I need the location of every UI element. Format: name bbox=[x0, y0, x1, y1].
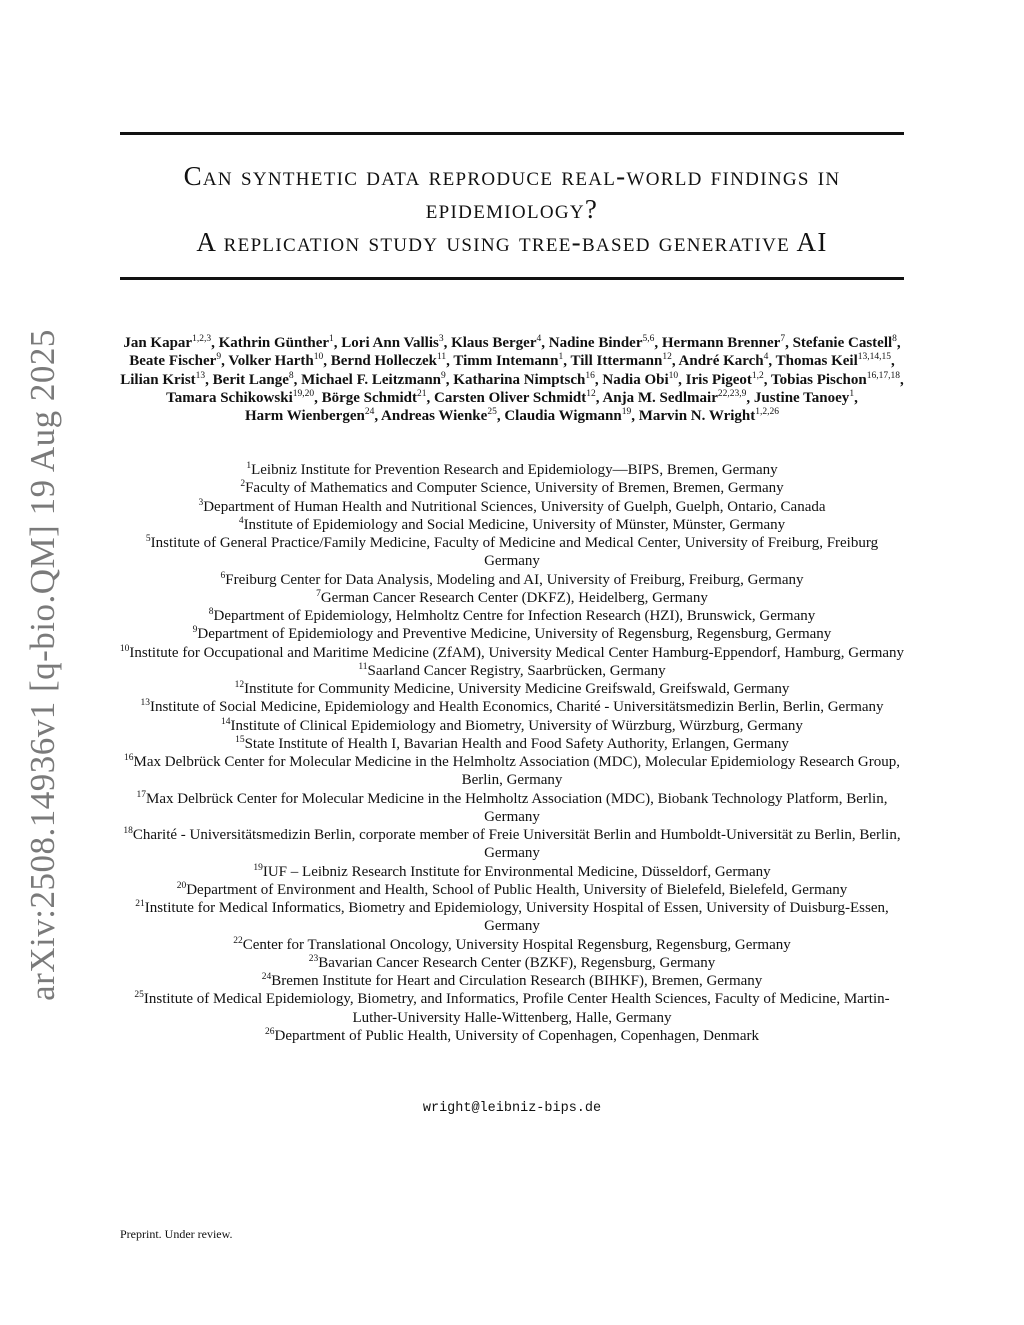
author-name: Andreas Wienke bbox=[381, 408, 488, 425]
author bbox=[686, 372, 764, 388]
author bbox=[213, 372, 294, 388]
affiliation-text: State Institute of Health I, Bavarian Health and Food Safety Authority, Erlangen, Germany bbox=[244, 735, 789, 752]
author-name: Iris Pigeot bbox=[685, 371, 752, 388]
title-top-rule bbox=[120, 132, 904, 135]
affiliation bbox=[118, 589, 906, 607]
author-affiliation-marker: 22,23,9 bbox=[717, 388, 747, 399]
author bbox=[776, 353, 891, 369]
affiliation-number: 1 bbox=[246, 461, 252, 471]
author-name: Timm Intemann bbox=[453, 353, 559, 370]
author bbox=[504, 408, 631, 424]
contact-email[interactable]: wright@leibniz-bips.de bbox=[422, 1101, 602, 1116]
affiliation bbox=[118, 680, 906, 698]
author-name: Till Ittermann bbox=[570, 353, 663, 370]
affiliation bbox=[118, 644, 906, 662]
author bbox=[129, 353, 221, 369]
affiliation-number: 18 bbox=[123, 826, 133, 836]
author bbox=[602, 390, 746, 406]
affiliation-text: IUF – Leibniz Research Institute for Environmental Medicine, Düsseldorf, Germany bbox=[262, 863, 771, 880]
author bbox=[219, 335, 334, 351]
author bbox=[639, 408, 779, 424]
affiliation-text: Institute of Clinical Epidemiology and Biometry, University of Würzburg, Würzburg, Germany bbox=[230, 717, 803, 734]
affiliation-number: 23 bbox=[308, 953, 319, 964]
author bbox=[679, 353, 769, 369]
affiliation bbox=[118, 717, 906, 735]
affiliation-number: 22 bbox=[233, 935, 243, 946]
affiliation bbox=[118, 479, 906, 497]
author bbox=[381, 408, 497, 424]
author-affiliation-marker: 13,14,15 bbox=[857, 352, 891, 363]
author-name: Lilian Krist bbox=[120, 371, 196, 388]
author bbox=[453, 353, 563, 369]
author bbox=[453, 372, 595, 388]
title-line: A replication study using tree-based generative AI bbox=[196, 227, 828, 257]
affiliation-number: 15 bbox=[235, 734, 245, 745]
author-name: Tamara Schikowski bbox=[166, 389, 293, 406]
author-name: Thomas Keil bbox=[775, 353, 858, 370]
affiliation-text: Faculty of Mathematics and Computer Science, University of Bremen, Bremen, Germany bbox=[245, 480, 784, 497]
affiliation-number: 12 bbox=[234, 680, 245, 690]
affiliation-text: Charité - Universitätsmedizin Berlin, corporate member of Freie Universität Berlin and Humboldt-Universität zu Berlin, Berlin, Germany bbox=[132, 827, 901, 862]
affiliation bbox=[118, 516, 906, 534]
author-affiliation-marker: 4 bbox=[763, 352, 769, 363]
affiliation bbox=[118, 461, 906, 479]
affiliation bbox=[118, 498, 906, 516]
affiliation-text: Department of Epidemiology, Helmholtz Centre for Infection Research (HZI), Brunswick, Germany bbox=[213, 608, 816, 624]
author bbox=[771, 372, 900, 388]
affiliation-number: 17 bbox=[136, 789, 147, 800]
author bbox=[331, 353, 446, 369]
author-affiliation-marker: 12 bbox=[662, 352, 672, 363]
affiliation-number: 16 bbox=[124, 753, 134, 763]
affiliation-number: 7 bbox=[316, 588, 321, 599]
affiliation bbox=[118, 826, 906, 863]
affiliation-number: 13 bbox=[140, 698, 150, 709]
author-affiliation-marker: 25 bbox=[487, 407, 497, 418]
affiliation-text: Freiburg Center for Data Analysis, Modeling and AI, University of Freiburg, Freiburg, Germany bbox=[225, 571, 804, 588]
author-affiliation-marker: 8 bbox=[288, 370, 294, 381]
affiliation-number: 11 bbox=[358, 661, 368, 672]
author bbox=[602, 372, 678, 388]
affiliation-number: 8 bbox=[208, 607, 214, 617]
affiliation bbox=[118, 972, 906, 990]
author-affiliation-marker: 10 bbox=[313, 352, 324, 363]
affiliation-text: Institute for Medical Informatics, Biometry and Epidemiology, University Hospital of Essen, University of Duisburg-Essen, Germany bbox=[144, 900, 889, 935]
affiliation-text: Institute of Epidemiology and Social Medicine, University of Münster, Münster, Germany bbox=[243, 516, 786, 533]
author-affiliation-marker: 21 bbox=[417, 388, 427, 399]
affiliation bbox=[118, 1027, 906, 1045]
author bbox=[549, 335, 655, 351]
author-affiliation-marker: 13 bbox=[195, 370, 206, 381]
author-affiliation-marker: 7 bbox=[780, 334, 786, 344]
author-affiliation-marker: 1 bbox=[329, 334, 334, 344]
affiliation bbox=[118, 534, 906, 571]
paper-title bbox=[120, 160, 904, 259]
author-affiliation-marker: 19 bbox=[621, 407, 632, 418]
author-name: Marvin N. Wright bbox=[638, 408, 756, 425]
author-name: Carsten Oliver Schmidt bbox=[434, 389, 587, 406]
author bbox=[451, 335, 541, 351]
affiliation bbox=[118, 753, 906, 790]
affiliation-text: Max Delbrück Center for Molecular Medicine in the Helmholtz Association (MDC), Molecular Epidemiology Research Group, Berlin, Germany bbox=[133, 754, 900, 789]
author bbox=[754, 390, 854, 406]
affiliation-number: 24 bbox=[261, 972, 272, 982]
affiliation-number: 3 bbox=[198, 497, 204, 508]
affiliation-text: Bavarian Cancer Research Center (BZKF), Regensburg, Germany bbox=[318, 954, 716, 971]
author bbox=[120, 372, 205, 388]
author-affiliation-marker: 1,2,3 bbox=[192, 334, 212, 344]
affiliation-number: 4 bbox=[238, 515, 244, 526]
author-name: Berit Lange bbox=[212, 371, 289, 388]
author-name: André Karch bbox=[678, 353, 764, 370]
affiliation-text: Institute for Community Medicine, University Medicine Greifswald, Greifswald, Germany bbox=[244, 681, 790, 697]
author-name: Beate Fischer bbox=[129, 353, 217, 370]
author-name: Nadia Obi bbox=[602, 371, 669, 388]
author bbox=[662, 335, 785, 351]
author-affiliation-marker: 4 bbox=[536, 334, 542, 344]
author-affiliation-marker: 19,20 bbox=[292, 388, 315, 399]
author-affiliation-marker: 9 bbox=[441, 370, 446, 381]
author-affiliation-marker: 3 bbox=[438, 334, 444, 344]
author-name: Anja M. Sedlmair bbox=[602, 389, 718, 406]
affiliation-number: 25 bbox=[134, 990, 144, 1001]
affiliation-number: 14 bbox=[221, 716, 231, 727]
author-name: Börge Schmidt bbox=[321, 389, 418, 406]
author-affiliation-marker: 12 bbox=[586, 388, 596, 399]
arxiv-identifier: arXiv:2508.14936v1 [q-bio.QM] 19 Aug 2025 bbox=[23, 329, 63, 1001]
author bbox=[341, 335, 443, 351]
affiliation-text: Department of Public Health, University of Copenhagen, Copenhagen, Denmark bbox=[274, 1027, 759, 1044]
affiliation bbox=[118, 662, 906, 680]
author bbox=[301, 372, 446, 388]
author bbox=[166, 390, 314, 406]
affiliation-text: Department of Environment and Health, School of Public Health, University of Bielefeld, Bielefeld, Germany bbox=[186, 881, 848, 898]
affiliation-number: 5 bbox=[145, 534, 151, 544]
affiliation-number: 20 bbox=[176, 880, 187, 891]
author-name: Michael F. Leitzmann bbox=[301, 371, 442, 388]
author bbox=[228, 353, 323, 369]
affiliation bbox=[118, 698, 906, 716]
author-affiliation-marker: 1 bbox=[558, 352, 564, 363]
author-name: Jan Kapar bbox=[123, 335, 193, 351]
author-affiliation-marker: 11 bbox=[436, 352, 447, 363]
author-name: Kathrin Günther bbox=[218, 335, 330, 351]
affiliation-text: Center for Translational Oncology, University Hospital Regensburg, Regensburg, Germany bbox=[242, 936, 791, 953]
affiliation-text: Institute of General Practice/Family Medicine, Faculty of Medicine and Medical Center, University of Freiburg, Freiburg Germany bbox=[150, 535, 879, 570]
author-affiliation-marker: 8 bbox=[892, 334, 897, 344]
title-bottom-rule bbox=[120, 277, 904, 280]
affiliation-number: 19 bbox=[253, 862, 263, 873]
affiliation bbox=[118, 735, 906, 753]
affiliation-number: 9 bbox=[192, 625, 198, 636]
title-line: epidemiology? bbox=[425, 194, 599, 224]
title-line: Can synthetic data reproduce real-world findings in bbox=[183, 161, 841, 191]
author-name: Katharina Nimptsch bbox=[453, 371, 586, 388]
author-affiliation-marker: 24 bbox=[364, 407, 375, 418]
affiliation-text: German Cancer Research Center (DKFZ), Heidelberg, Germany bbox=[320, 589, 708, 606]
author-affiliation-marker: 1 bbox=[849, 388, 855, 399]
author-list: Jan Kapar$^{1,2,3}$, Kathrin Günther$^1$, Lori Ann Vallis$^3$, Klaus Berger$^4$, Nadine Binder$^{5,6}$, Hermann Brenner$^7$, Stefanie Castell$^8$, Beate Fischer$^9$, Volker Harth$^{10}$, Bernd Holleczek$^{11}$, Timm Intemann$^1$, Till Ittermann$^{12}$, André Karch$^4$, Thomas Keil$^{13,14,15}$, Lilian Krist$^{13}$, Berit Lange$^8$, Michael F. Leitzmann$^9$, Katharina Nimptsch$^{16}$, Nadia Obi$^{10}$, Iris Pigeot$^{1,2}$, Tobias Pischon$^{16,17,18}$, Tamara Schikowski$^{19,20}$, Börge Schmidt$^{21}$, Carsten Oliver Schmidt$^{12}$, Anja M. Sedlmair$^{22,23,9}$, Justine Tanoey$^1$, Harm Wienbergen$^{24}$, Andreas Wienke$^{25}$, Claudia Wigmann$^{19}$, Marvin N. Wright$^{1,2,26}$ bbox=[120, 334, 904, 425]
affiliation bbox=[118, 571, 906, 589]
affiliation-list bbox=[118, 461, 906, 1045]
affiliation-text: Saarland Cancer Registry, Saarbrücken, Germany bbox=[367, 662, 666, 679]
affiliation bbox=[118, 607, 906, 625]
author-affiliation-marker: 5,6 bbox=[642, 334, 655, 344]
author-name: Hermann Brenner bbox=[661, 335, 781, 351]
affiliation-text: Leibniz Institute for Prevention Research and Epidemiology—BIPS, Bremen, Germany bbox=[251, 462, 778, 478]
author-name: Bernd Holleczek bbox=[330, 353, 437, 370]
author-name: Claudia Wigmann bbox=[504, 408, 622, 425]
affiliation-text: Department of Human Health and Nutritional Sciences, University of Guelph, Guelph, Ontario, Canada bbox=[203, 498, 826, 515]
author-name: Lori Ann Vallis bbox=[341, 335, 439, 351]
author-affiliation-marker: 10 bbox=[668, 370, 679, 381]
preprint-note: Preprint. Under review. bbox=[120, 1227, 233, 1241]
arxiv-side-stamp bbox=[16, 329, 70, 1001]
author-name: Nadine Binder bbox=[548, 335, 643, 351]
affiliation-number: 21 bbox=[135, 899, 145, 909]
affiliation-text: Bremen Institute for Heart and Circulation Research (BIHKF), Bremen, Germany bbox=[271, 973, 763, 989]
author-name: Volker Harth bbox=[228, 353, 314, 370]
author-name: Harm Wienbergen bbox=[244, 408, 365, 425]
affiliation bbox=[118, 881, 906, 899]
author bbox=[322, 390, 427, 406]
affiliation bbox=[118, 954, 906, 972]
affiliation-number: 6 bbox=[220, 570, 226, 581]
author bbox=[123, 335, 211, 351]
affiliation-number: 2 bbox=[240, 479, 246, 490]
author-affiliation-marker: 1,2,26 bbox=[755, 407, 780, 418]
author-name: Stefanie Castell bbox=[792, 335, 893, 351]
author bbox=[434, 390, 596, 406]
affiliation bbox=[118, 790, 906, 827]
affiliation-number: 10 bbox=[119, 643, 130, 654]
author-affiliation-marker: 16,17,18 bbox=[866, 370, 900, 381]
author-affiliation-marker: 9 bbox=[216, 352, 222, 363]
author-name: Tobias Pischon bbox=[771, 371, 867, 388]
affiliation bbox=[118, 863, 906, 881]
author-affiliation-marker: 16 bbox=[585, 370, 595, 381]
author-name: Justine Tanoey bbox=[753, 389, 850, 406]
author bbox=[245, 408, 374, 424]
affiliation bbox=[118, 899, 906, 936]
author-name: Klaus Berger bbox=[451, 335, 537, 351]
author bbox=[793, 335, 897, 351]
affiliation bbox=[118, 990, 906, 1027]
affiliation-text: Max Delbrück Center for Molecular Medicine in the Helmholtz Association (MDC), Biobank Technology Platform, Berlin, Germany bbox=[146, 790, 888, 825]
affiliation bbox=[118, 625, 906, 643]
affiliation-number: 26 bbox=[265, 1026, 275, 1037]
author-affiliation-marker: 1,2 bbox=[751, 370, 764, 381]
affiliation bbox=[118, 936, 906, 954]
affiliation-text: Department of Epidemiology and Preventive Medicine, University of Regensburg, Regensburg, Germany bbox=[197, 626, 832, 643]
affiliation-text: Institute for Occupational and Maritime Medicine (ZfAM), University Medical Center Hamburg-Eppendorf, Hamburg, Germany bbox=[129, 644, 905, 661]
affiliation-text: Institute of Social Medicine, Epidemiology and Health Economics, Charité - Universitätsmedizin Berlin, Berlin, Germany bbox=[149, 699, 884, 716]
author bbox=[571, 353, 672, 369]
affiliation-text: Institute of Medical Epidemiology, Biometry, and Informatics, Profile Center Health Sciences, Faculty of Medicine, Martin-Luther-University Halle-Wittenberg, Halle, Germany bbox=[143, 991, 890, 1026]
